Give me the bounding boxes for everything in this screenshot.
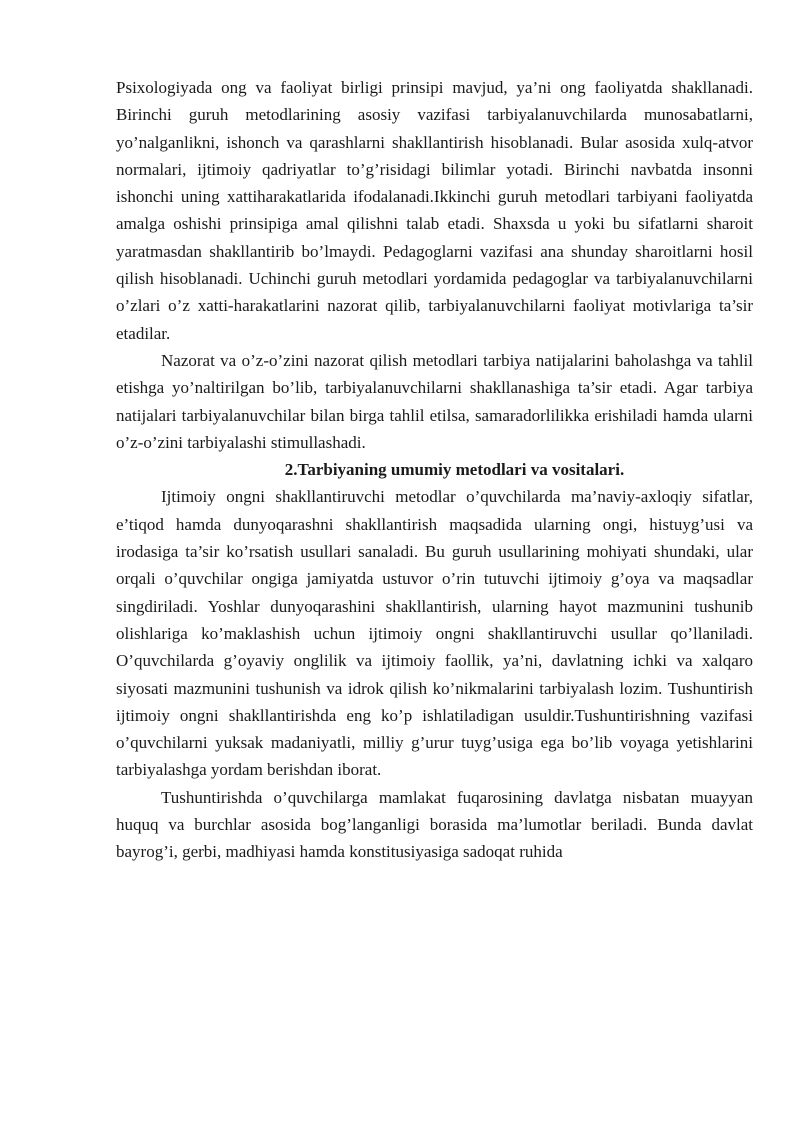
paragraph-3: Ijtimoiy ongni shakllantiruvchi metodlar o’quvchilarda ma’naviy-axloqiy sifatlar, e’tiqod hamda dunyoqarashni shakllantirish maqsadida ularning ongi, histuyg’usi va irodasiga ta’sir ko’rsatish usullari sanaladi. Bu guruh usullarining mohiyati shundaki, ular orqali o’quvchilar ongiga jamiyatda ustuvor o’rin tutuvchi ijtimoiy g’oya va maqsadlar singdiriladi. Yoshlar dunyoqarashini shakllantirish, ularning hayot mazmunini tushunib olishlariga ko’maklashish uchun ijtimoiy ongni shakllantiruvchi usullar qo’llaniladi. O’quvchilarda g’oyaviy onglilik va ijtimoiy faollik, ya’ni, davlatning ichki va xalqaro siyosati mazmunini tushunish va idrok qilish ko’nikmalarini tarbiyalash lozim. Tushuntirish ijtimoiy ongni shakllantirishda eng ko’p ishlatiladigan usuldir.Tushuntirishning vazifasi o’quvchilarni yuksak madaniyatli, milliy g’urur tuyg’usiga ega bo’lib voyaga yetishlarini tarbiyalashga yordam berishdan iborat. (116, 487, 753, 780)
document-page (116, 74, 753, 866)
paragraph-2: Nazorat va o’z-o’zini nazorat qilish metodlari tarbiya natijalarini baholashga va tahlil etishga yo’naltirilgan bo’lib, tarbiyalanuvchilarni shakllanashiga ta’sir etadi. Agar tarbiya natijalari tarbiyalanuvchilar bilan birga tahlil etilsa, samaradorlilikka erishiladi hamda ularni o’z-o’zini tarbiyalashi stimullashadi. (116, 350, 753, 452)
section-heading: 2.Tarbiyaning umumiy metodlari va vositalari. (284, 460, 625, 480)
paragraph-1: Psixologiyada ong va faoliyat birligi prinsipi mavjud, ya’ni ong faoliyatda shakllanadi. Birinchi guruh metodlarining asosiy vazifasi tarbiyalanuvchilarda munosabatlarni, yo’nalganlikni, ishonch va qarashlarni shakllantirish hisoblanadi. Bular asosida xulq-atvor normalari, ijtimoiy qadriyatlar to’g’risidagi bilimlar yotadi. Birinchi navbatda insonni ishonchi uning xattiharakatlarida ifodalanadi.Ikkinchi guruh metodlari tarbiyani faoliyatda amalga oshishi prinsipiga amal qilishni talab etadi. Shaxsda u yoki bu sifatlarni sharoit yaratmasdan shakllantirib bo’lmaydi. Pedagoglarni vazifasi ana shunday sharoitlarni hosil qilish hisoblanadi. Uchinchi guruh metodlari yordamida pedagoglar va tarbiyalanuvchilarni o’zlari o’z xatti-harakatlarini nazorat qilib, tarbiyalanuvchilarni faoliyat motivlariga ta’sir etadilar. (116, 78, 753, 343)
paragraph-4: Tushuntirishda o’quvchilarga mamlakat fuqarosining davlatga nisbatan muayyan huquq va burchlar asosida bog’langanligi borasida ma’lumotlar beriladi. Bunda davlat bayrog’i, gerbi, madhiyasi hamda konstitusiyasiga sadoqat ruhida (116, 787, 753, 862)
